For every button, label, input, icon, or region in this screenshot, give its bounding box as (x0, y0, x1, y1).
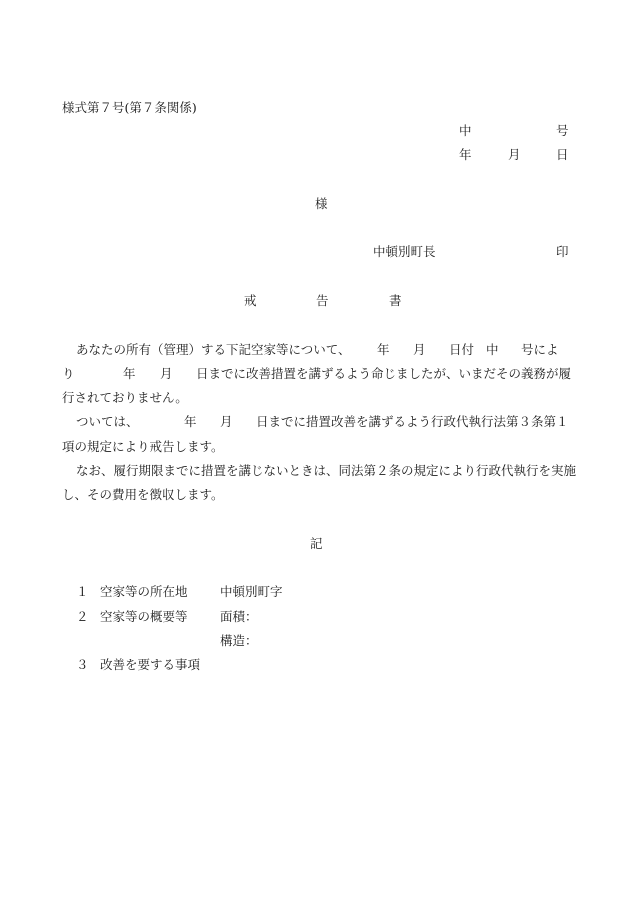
item-2-value-structure: 構造： (220, 633, 258, 648)
issue-number-suffix: 号 (556, 123, 569, 138)
body-p3-line1: なお、履行期限までに措置を講じないときは、同法第２条の規定により行政代執行を実施 (76, 463, 577, 478)
body-p1-line2-month: 月 (160, 366, 173, 381)
body-p1-line1-month: 月 (413, 342, 426, 357)
body-p1-line1-text: あなたの所有（管理）する下記空家等について、 (76, 342, 351, 357)
body-p1-line2-rest: 日までに改善措置を講ずるよう命じましたが、いまだその義務が履 (196, 366, 572, 381)
addressee-suffix: 様 (315, 196, 328, 211)
date-year: 年 (459, 147, 472, 162)
body-p3-line2: し、その費用を徴収します。 (62, 487, 224, 502)
item-3-number: ３ (76, 657, 89, 672)
body-p1-line2-year: 年 (123, 366, 136, 381)
item-2-label: 空家等の概要等 (100, 609, 188, 624)
date-day: 日 (556, 147, 569, 162)
body-p1-line1-year: 年 (377, 342, 390, 357)
form-label: 様式第７号(第７条関係) (62, 100, 197, 115)
document-title-char-1: 戒 (244, 293, 257, 308)
body-p1-line1-naka: 中 (486, 342, 499, 357)
body-p1-line1-end: 号によ (521, 342, 559, 357)
body-p1-line3: 行されておりません。 (62, 390, 188, 405)
item-2-value-area: 面積： (220, 609, 258, 624)
item-3-label: 改善を要する事項 (100, 657, 201, 672)
item-2-number: ２ (76, 609, 89, 624)
issue-number-prefix: 中 (459, 123, 472, 138)
document-title-char-2: 告 (316, 293, 329, 308)
item-1-number: １ (76, 584, 89, 599)
body-p1-line2-start: り (62, 366, 75, 381)
body-p2-line1-month: 月 (220, 414, 233, 429)
body-p1-line1-day: 日付 (449, 342, 475, 357)
body-p2-line1-start: ついては、 (76, 414, 139, 429)
body-p2-line1-rest: 日までに措置改善を講ずるよう行政代執行法第３条第１ (256, 414, 569, 429)
body-p2-line1-year: 年 (184, 414, 197, 429)
item-1-value: 中頓別町字 (220, 584, 283, 599)
issuer-name: 中頓別町長 (373, 244, 436, 259)
date-month: 月 (508, 147, 521, 162)
item-1-label: 空家等の所在地 (100, 584, 188, 599)
document-title-char-3: 書 (389, 293, 402, 308)
issuer-seal: 印 (556, 244, 569, 259)
body-p2-line2: 項の規定により戒告します。 (62, 439, 224, 454)
record-heading: 記 (310, 536, 323, 551)
